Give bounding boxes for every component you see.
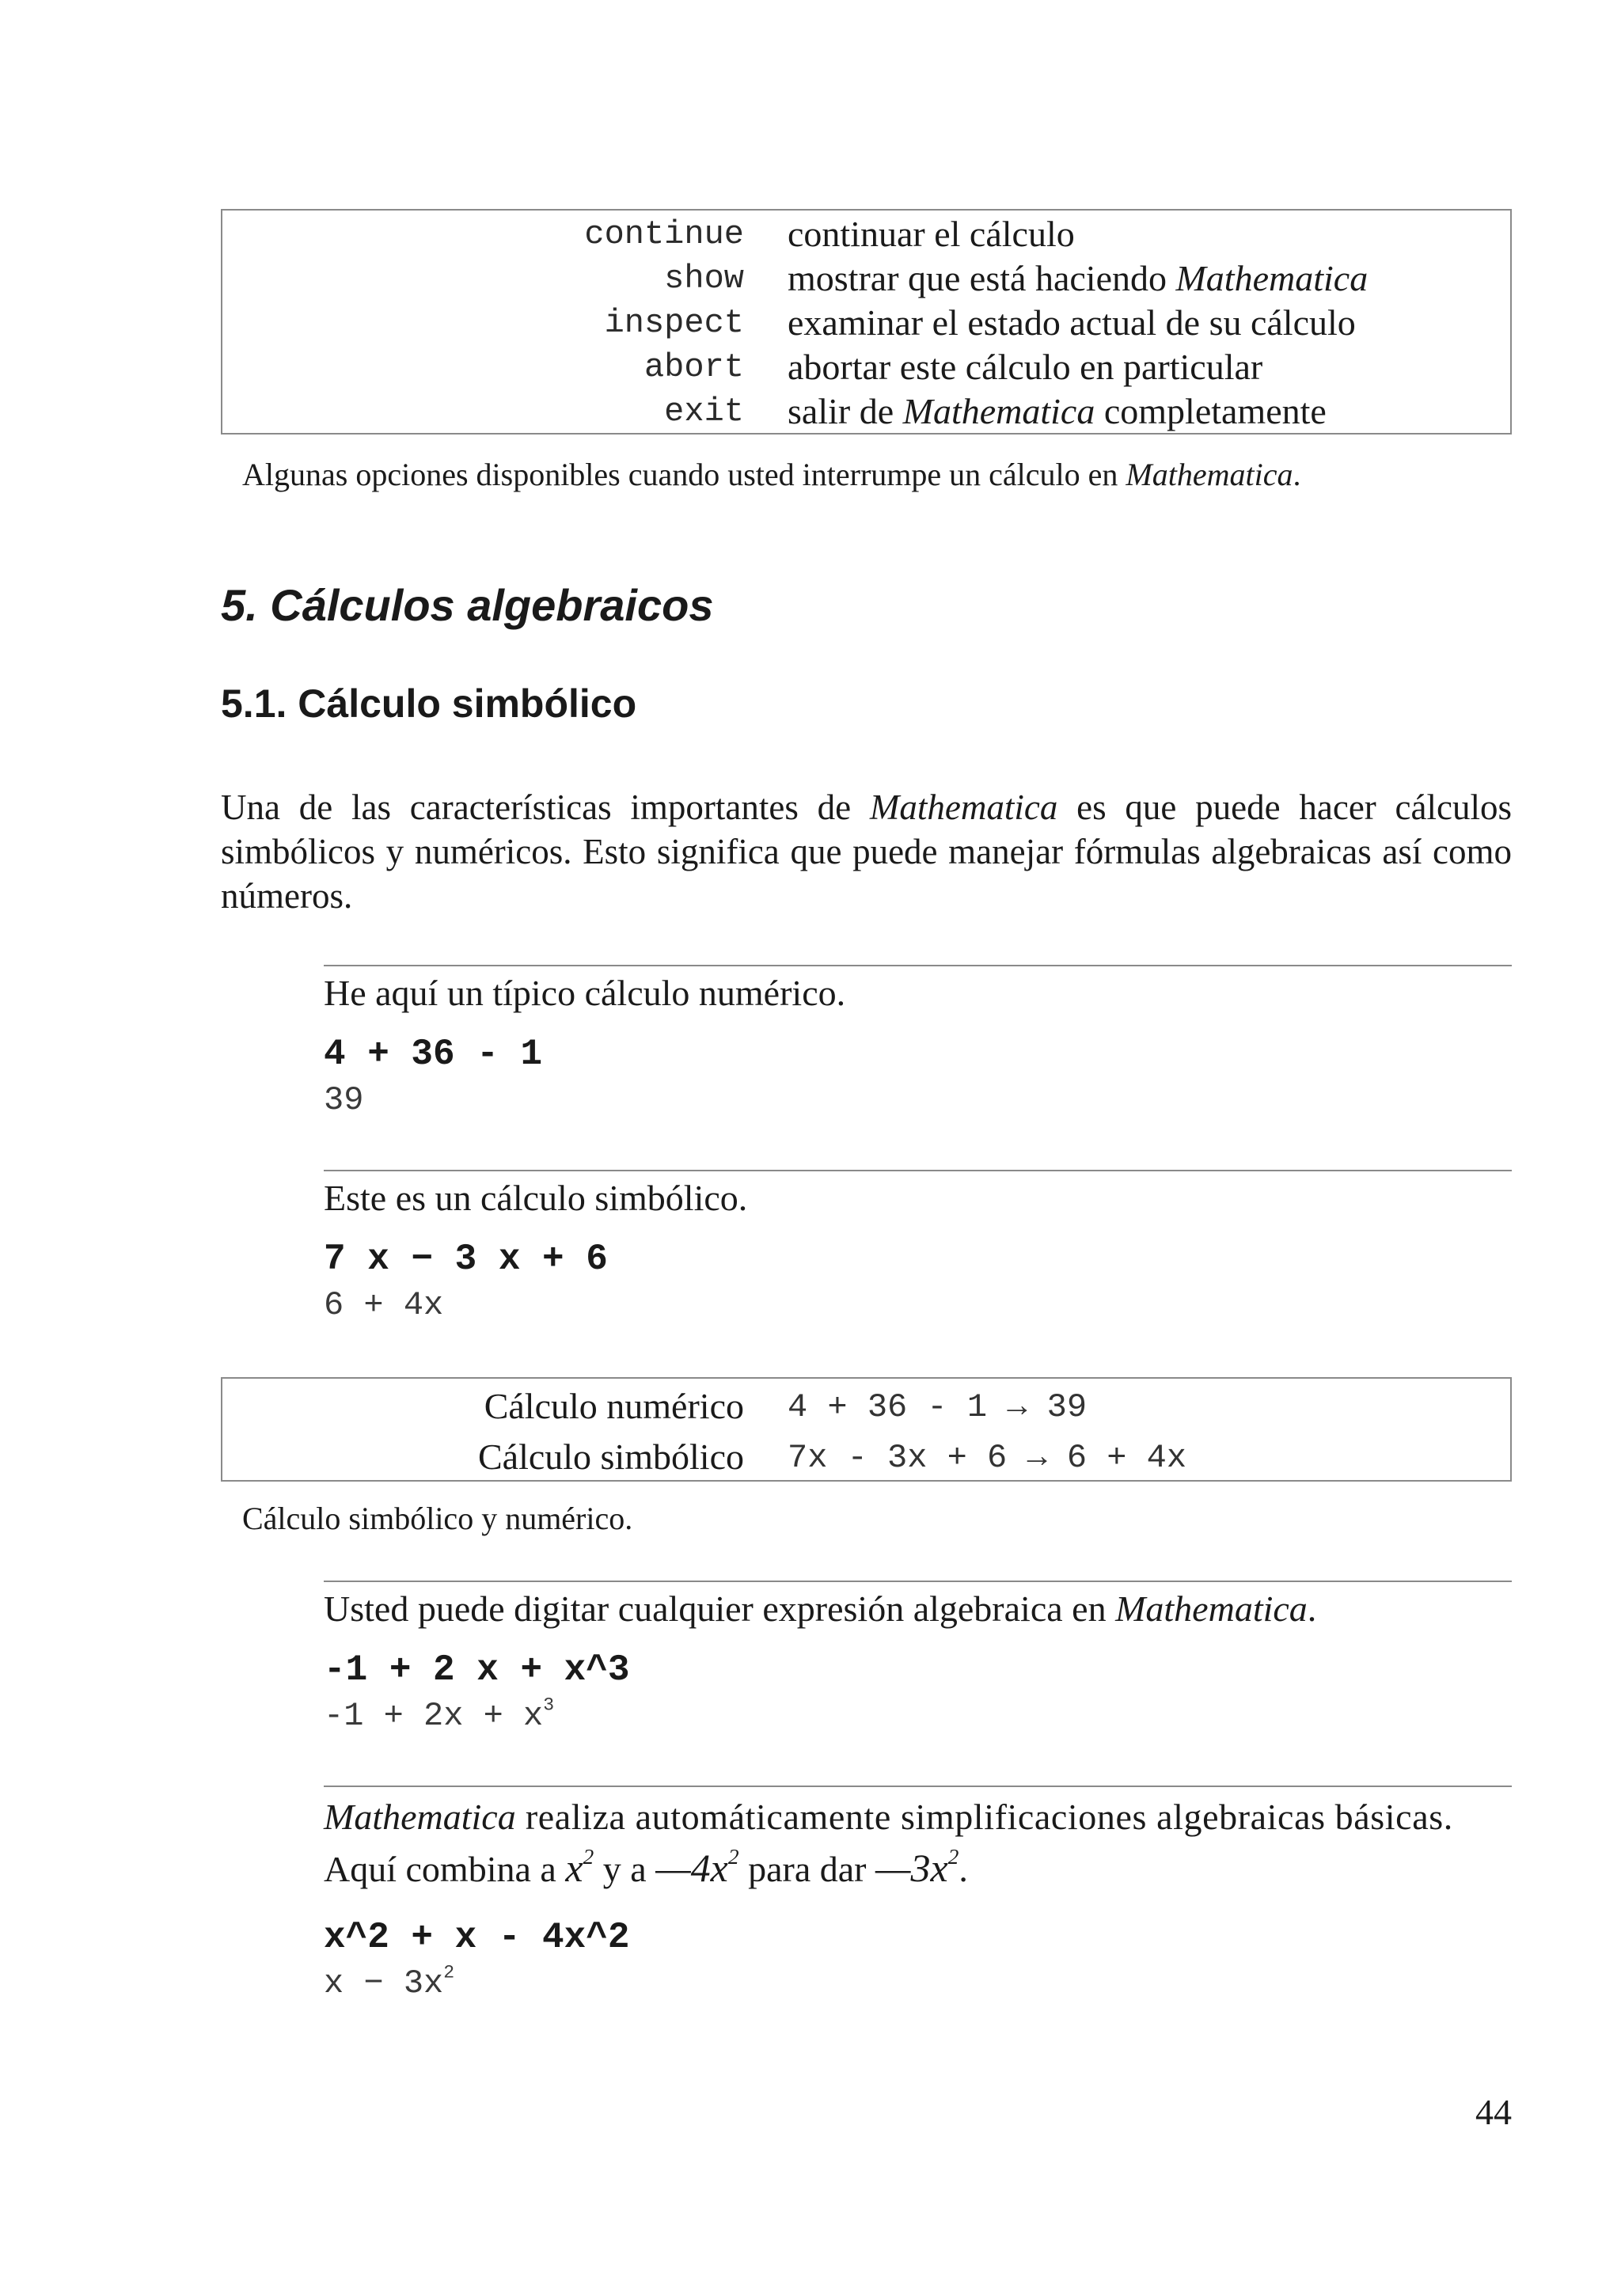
calculation-types-table: [221, 1377, 1512, 1482]
interrupt-table-caption: Algunas opciones disponibles cuando usted interrumpe un cálculo en Mathematica.: [242, 457, 1301, 492]
page-number: 44: [1475, 2092, 1512, 2132]
input-cell: 4 + 36 - 1: [324, 1034, 543, 1075]
option-row-show: [222, 256, 1510, 301]
divider: [324, 1170, 1512, 1171]
section-title: 5. Cálculos algebraicos: [221, 580, 714, 630]
option-description: salir de Mathematica completamente: [788, 391, 1327, 431]
option-description: mostrar que está haciendo Mathematica: [788, 258, 1369, 298]
example-text: Este es un cálculo simbólico.: [324, 1178, 748, 1218]
output-cell: 6 + 4x: [324, 1286, 444, 1324]
calc-type-label: Cálculo numérico: [484, 1386, 744, 1426]
example-text: He aquí un típico cálculo numérico.: [324, 973, 846, 1013]
output-cell: $x - 3x^2$: [324, 1962, 455, 2002]
option-command: abort: [643, 348, 744, 386]
option-row-exit: [222, 389, 1510, 434]
option-row-continue: [222, 212, 1510, 256]
divider: [324, 1581, 1512, 1582]
divider: [324, 1786, 1512, 1787]
option-command: show: [664, 260, 744, 298]
option-description: examinar el estado actual de su cálculo: [788, 302, 1356, 343]
option-description: continuar el cálculo: [788, 214, 1075, 254]
divider: [324, 965, 1512, 966]
option-description: abortar este cálculo en particular: [788, 347, 1263, 387]
option-command: exit: [664, 393, 744, 431]
input-cell: x^2 + x - 4x^2: [324, 1917, 630, 1958]
intro-paragraph: Una de las características importantes de Mathematica es que puede hacer cálculos simbólicos y numéricos. Esto significa que puede manejar fórmulas algebraicas así como números.: [221, 787, 1512, 916]
output-cell: $-1 + 2x + x^3$: [324, 1694, 555, 1735]
output-cell: 39: [324, 1081, 364, 1119]
option-row-abort: [222, 345, 1510, 389]
option-command: continue: [584, 215, 744, 253]
interrupt-options-table: [221, 209, 1512, 435]
calc-type-value: 7x - 3x + 6 → 6 + 4x: [788, 1439, 1187, 1477]
example-text: Usted puede digitar cualquier expresión algebraica en Mathematica.: [324, 1588, 1317, 1629]
calc-type-label: Cálculo simbólico: [477, 1436, 744, 1477]
calc-table-caption: Cálculo simbólico y numérico.: [242, 1501, 633, 1536]
example-text: Mathematica realiza automáticamente simplificaciones algebraicas básicas. Aquí combina a $x^2$ y a $—4x^2$ para dar $—3x^2$.: [324, 1797, 1453, 1890]
option-command: inspect: [604, 304, 744, 342]
subsection-title: 5.1. Cálculo simbólico: [221, 681, 637, 726]
calc-type-value: 4 + 36 - 1 → 39: [788, 1388, 1088, 1426]
input-cell: -1 + 2 x + x^3: [324, 1649, 630, 1691]
option-row-inspect: [222, 301, 1510, 345]
input-cell: 7 x − 3 x + 6: [324, 1239, 608, 1280]
